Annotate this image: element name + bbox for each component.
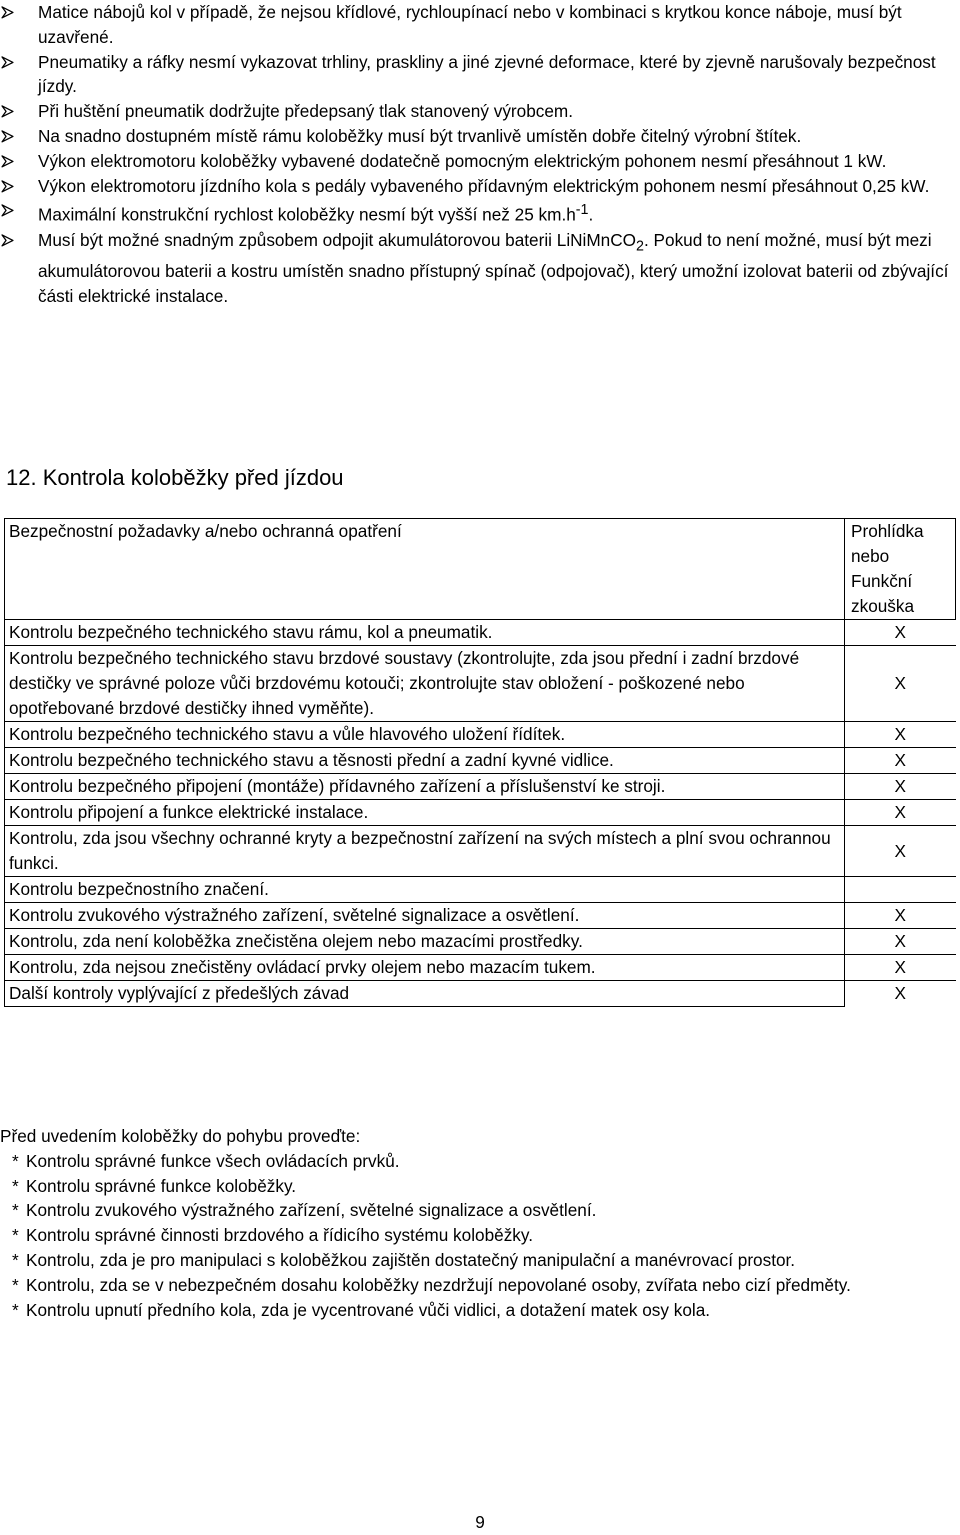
list-item-text: Kontrolu zvukového výstražného zařízení, světelné signalizace a osvětlení.: [26, 1200, 597, 1221]
list-item: [0, 1149, 950, 1174]
list-item: [0, 1298, 950, 1323]
list-item: [0, 1223, 950, 1248]
arrow-bullet-icon: [0, 124, 20, 149]
list-item: [0, 1198, 950, 1223]
list-item-text: Kontrolu správné funkce všech ovládacích prvků.: [26, 1150, 400, 1171]
bullet-text: Pneumatiky a ráfky nesmí vykazovat trhliny, praskliny a jiné zjevné deformace, které by zjevně narušovaly bezpečnost jízdy.: [38, 51, 936, 97]
row-requirement: Kontrolu, zda jsou všechny ochranné kryty a bezpečnostní zařízení na svých místech a plní svou ochrannou funkci.: [5, 826, 845, 877]
row-requirement: Kontrolu bezpečného technického stavu a vůle hlavového uložení řídítek.: [5, 722, 845, 748]
list-item-text: Kontrolu správné činnosti brzdového a řídicího systému koloběžky.: [26, 1225, 533, 1246]
row-requirement: Kontrolu bezpečnostního značení.: [5, 877, 845, 903]
bullet-item: [0, 198, 950, 228]
table-header-row: [5, 519, 956, 620]
bullet-item: [0, 0, 950, 50]
list-item: [0, 1273, 950, 1298]
inspection-table: [4, 518, 956, 1007]
row-check-mark: X: [845, 903, 956, 929]
table-row: [5, 774, 956, 800]
row-check-mark: X: [845, 981, 956, 1007]
list-item: [0, 1174, 950, 1199]
table-row: [5, 903, 956, 929]
asterisk-bullet: *: [12, 1175, 19, 1196]
bullet-item: [0, 228, 950, 309]
asterisk-bullet: *: [12, 1299, 19, 1320]
table-row: [5, 826, 956, 877]
asterisk-bullet: *: [12, 1274, 19, 1295]
bullet-text: Výkon elektromotoru jízdního kola s pedály vybaveného přídavným elektrickým pohonem nesmí přesáhnout 0,25 kW.: [38, 175, 930, 196]
bullet-text: Výkon elektromotoru koloběžky vybavené dodatečně pomocným elektrickým pohonem nesmí přesáhnout 1 kW.: [38, 150, 887, 171]
asterisk-bullet: *: [12, 1200, 19, 1221]
list-item-text: Kontrolu správné funkce koloběžky.: [26, 1175, 297, 1196]
bullet-item: [0, 124, 950, 149]
arrow-bullet-icon: [0, 50, 20, 75]
row-check-mark: X: [845, 620, 956, 646]
table-row: [5, 955, 956, 981]
list-item-text: Kontrolu, zda je pro manipulaci s koloběžkou zajištěn dostatečný manipulační a manévrovací prostor.: [26, 1249, 796, 1270]
bullet-item: [0, 174, 950, 199]
subscript: 2: [636, 238, 644, 255]
table-row: [5, 929, 956, 955]
asterisk-bullet: *: [12, 1150, 19, 1171]
table-row: [5, 748, 956, 774]
pre-ride-checklist: [0, 1124, 950, 1322]
list-item-text: Kontrolu, zda se v nebezpečném dosahu koloběžky nezdržují nepovolané osoby, zvířata nebo cizí předměty.: [26, 1274, 851, 1295]
table-row: [5, 646, 956, 722]
bullet-tail: .: [588, 205, 594, 226]
list-item-text: Kontrolu upnutí předního kola, zda je vycentrované vůči vidlici, a dotažení matek osy kola.: [26, 1299, 711, 1320]
row-check-mark: X: [845, 929, 956, 955]
bullet-item: [0, 149, 950, 174]
list-item: [0, 1248, 950, 1273]
arrow-bullet-icon: [0, 198, 20, 223]
row-requirement: Kontrolu zvukového výstražného zařízení, světelné signalizace a osvětlení.: [5, 903, 845, 929]
row-requirement: Kontrolu, zda nejsou znečistěny ovládací prvky olejem nebo mazacím tukem.: [5, 955, 845, 981]
row-check-mark: [845, 877, 956, 903]
asterisk-bullet: *: [12, 1225, 19, 1246]
table-row: [5, 620, 956, 646]
pre-ride-list: [0, 1149, 950, 1323]
row-requirement: Kontrolu připojení a funkce elektrické instalace.: [5, 800, 845, 826]
row-check-mark: X: [845, 722, 956, 748]
header-check: Prohlídka nebo Funkční zkouška: [845, 519, 956, 620]
row-requirement: Kontrolu, zda není koloběžka znečistěna olejem nebo mazacími prostředky.: [5, 929, 845, 955]
bullet-tail: . Pokud to není možné, musí být mezi akumulátorovou baterii a kostru umístěn snadno přístupný spínač (odpojovač), který umožní izolovat baterii od zbývající části elektrické instalace.: [38, 229, 949, 306]
superscript: -1: [575, 202, 589, 219]
bullet-text: Při huštění pneumatik dodržujte předepsaný tlak stanovený výrobcem.: [38, 101, 574, 122]
bullet-text: Maximální konstrukční rychlost koloběžky nesmí být vyšší než 25 km.h: [38, 205, 576, 226]
pre-ride-intro: Před uvedením koloběžky do pohybu proveďte:: [0, 1126, 361, 1146]
row-requirement: Kontrolu bezpečného technického stavu brzdové soustavy (zkontrolujte, zda jsou přední i zadní brzdové destičky ve správné poloze vůči brzdovému kotouči; zkontrolujte stav obložení - poškozené nebo opotřebované brzdové destičky ihned vyměňte).: [5, 646, 845, 722]
page-number: 9: [475, 1512, 485, 1532]
arrow-bullet-icon: [0, 0, 20, 25]
arrow-bullet-icon: [0, 174, 20, 199]
row-requirement: Kontrolu bezpečného technického stavu rámu, kol a pneumatik.: [5, 620, 845, 646]
section-heading: 12. Kontrola koloběžky před jízdou: [6, 465, 344, 490]
row-check-mark: X: [845, 748, 956, 774]
table-row: [5, 722, 956, 748]
table-row: [5, 800, 956, 826]
row-check-mark: X: [845, 826, 956, 877]
arrow-bullet-icon: [0, 149, 20, 174]
row-requirement: Kontrolu bezpečného připojení (montáže) přídavného zařízení a příslušenství ke stroji.: [5, 774, 845, 800]
row-requirement: Kontrolu bezpečného technického stavu a těsnosti přední a zadní kyvné vidlice.: [5, 748, 845, 774]
row-requirement: Další kontroly vyplývající z předešlých závad: [5, 981, 845, 1007]
bullet-text: Musí být možné snadným způsobem odpojit akumulátorovou baterii LiNiMnCO: [38, 229, 637, 250]
asterisk-bullet: *: [12, 1249, 19, 1270]
header-requirement: Bezpečnostní požadavky a/nebo ochranná opatření: [5, 519, 845, 620]
bullet-item: [0, 50, 950, 100]
row-check-mark: X: [845, 646, 956, 722]
row-check-mark: X: [845, 800, 956, 826]
bullet-item: [0, 99, 950, 124]
table-row: [5, 877, 956, 903]
bullet-text: Na snadno dostupném místě rámu koloběžky musí být trvanlivě umístěn dobře čitelný výrobní štítek.: [38, 125, 802, 146]
arrow-bullet-icon: [0, 99, 20, 124]
arrow-bullet-icon: [0, 228, 20, 253]
requirements-bullet-list: [0, 0, 950, 309]
bullet-text: Matice nábojů kol v případě, že nejsou křídlové, rychloupínací nebo v kombinaci s krytkou konce náboje, musí být uzavřené.: [38, 2, 902, 47]
table-row: [5, 981, 956, 1007]
row-check-mark: X: [845, 774, 956, 800]
row-check-mark: X: [845, 955, 956, 981]
